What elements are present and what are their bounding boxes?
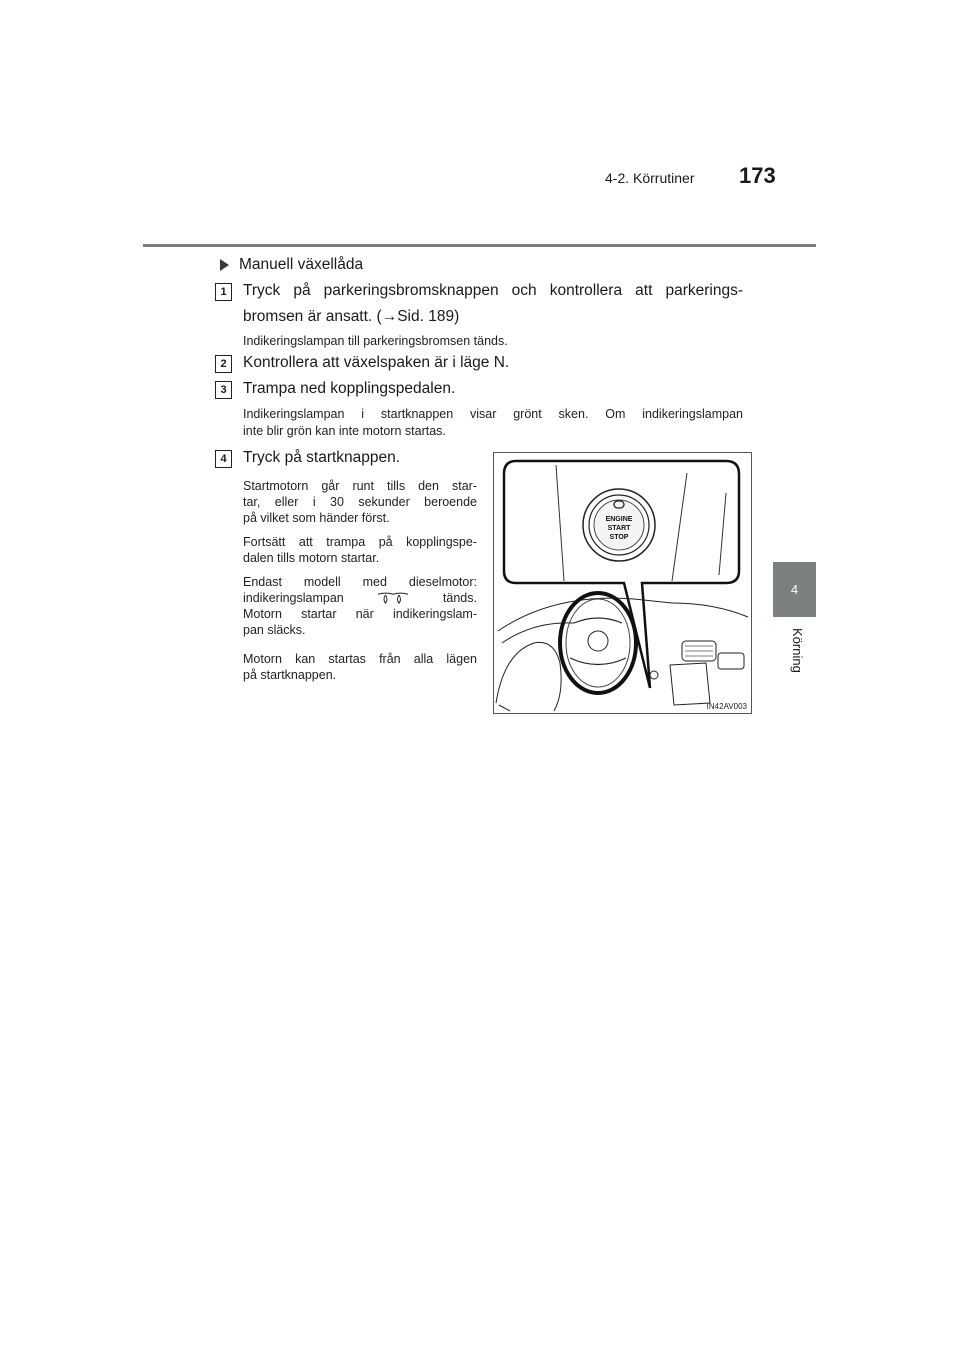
button-text-2: START [607,525,631,532]
p3-line-3: Motorn startar när indikeringslam- [243,607,477,621]
p1-line-1: Startmotorn går runt tills den star- [243,479,477,493]
p1-line-2: tar, eller i 30 sekunder beroende [243,495,477,509]
glow-plug-icon [369,592,417,604]
triangle-bullet-icon [220,259,229,271]
p3-line-4: pan släcks. [243,623,306,637]
step-3-text: Trampa ned kopplingspedalen. [243,380,456,397]
step-4-paragraph-4 [243,651,477,683]
step-4-paragraph-2 [243,534,477,566]
step-1-line-2: bromsen är ansatt. (→Sid. 189) [243,308,460,325]
p3-line-2 [243,590,477,606]
step-1-note: Indikeringslampan till parkeringsbromsen tänds. [243,334,508,348]
step-4-paragraph-3 [243,574,477,638]
p2-line-1: Fortsätt att trampa på kopplingspe- [243,535,477,549]
p4-line-2: på startknappen. [243,668,337,682]
chapter-label: Körning [790,628,805,673]
chapter-tab [773,562,816,617]
p1-line-3: på vilket som händer först. [243,511,390,525]
step-4-text: Tryck på startknappen. [243,449,401,466]
header-rule [143,244,816,247]
step-2-text: Kontrollera att växelspaken är i läge N. [243,354,510,371]
step-number-3: 3 [215,381,232,399]
step-4-paragraph-1 [243,478,477,526]
p3-line-2-a: indikeringslampan [243,591,344,605]
p3-line-2-b: tänds. [442,591,477,605]
p2-line-2: dalen tills motorn startar. [243,551,380,565]
section-heading-text: Manuell växellåda [239,256,364,273]
step-1-line-1: Tryck på parkeringsbromsknappen och kontrollera att parkerings- [243,282,743,299]
start-button-illustration [493,452,752,714]
button-text-1: ENGINE [605,516,633,523]
step-number-2: 2 [215,355,232,373]
p3-line-1: Endast modell med dieselmotor: [243,575,477,589]
page-number: 173 [739,163,776,188]
step-3-note-line-2: inte blir grön kan inte motorn startas. [243,424,446,438]
step-number-1: 1 [215,283,232,301]
step-number-4: 4 [215,450,232,468]
step-3-note-line-1: Indikeringslampan i startknappen visar grönt sken. Om indikeringslampan [243,407,743,421]
illustration-code: IN42AV003 [706,702,747,711]
chapter-number: 4 [790,582,799,597]
header-section: 4-2. Körrutiner [605,170,695,186]
button-text-3: STOP [609,534,629,541]
illustration-drawing [494,453,751,713]
section-heading [220,256,363,274]
p4-line-1: Motorn kan startas från alla lägen [243,652,477,666]
